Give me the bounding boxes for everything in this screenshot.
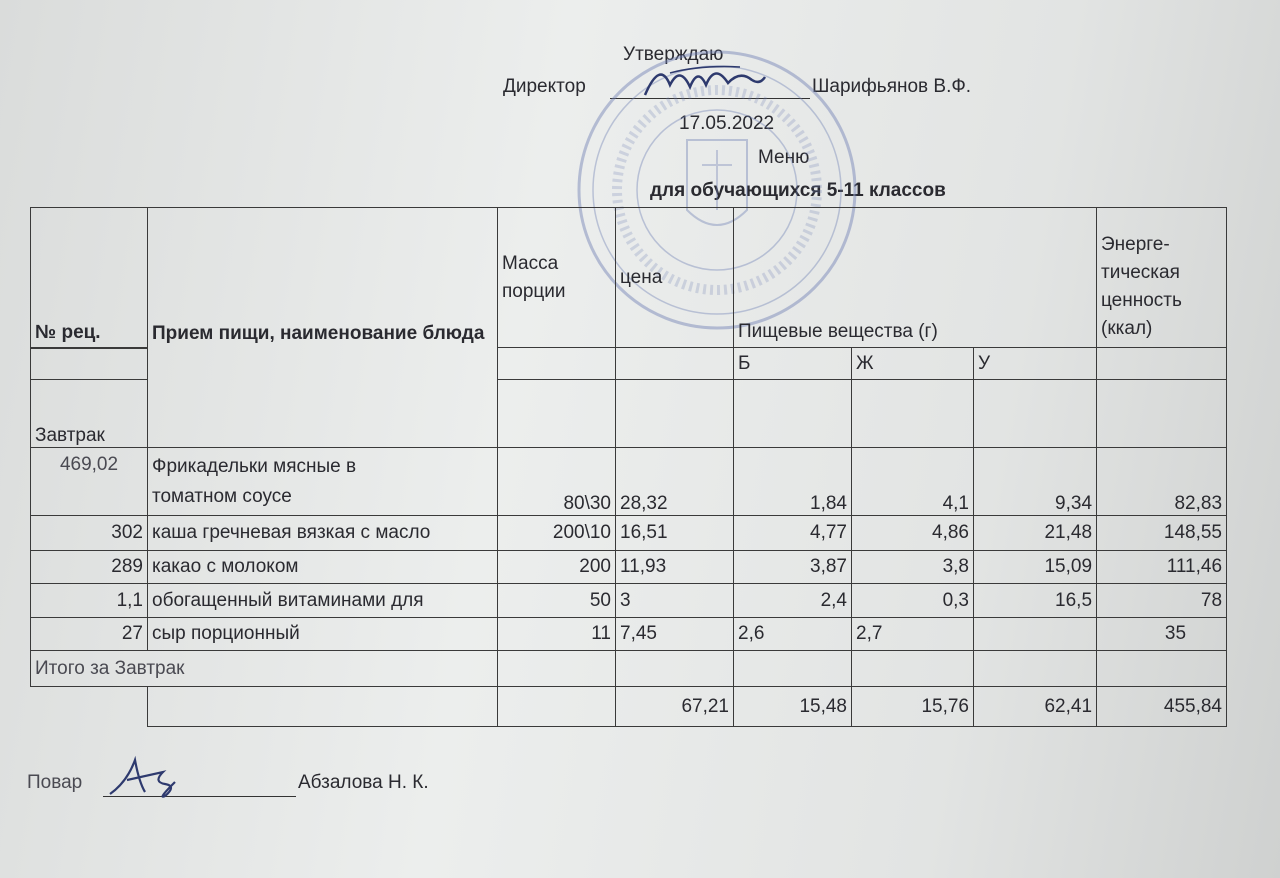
totals-empty (148, 687, 498, 727)
total-fats: 15,76 (852, 687, 974, 727)
subheader-empty (148, 348, 498, 380)
approval-date: 17.05.2022 (679, 113, 775, 134)
total-label: Итого за Завтрак (31, 651, 498, 687)
section-cell (974, 380, 1097, 448)
dish-name-line: томатном соусе (152, 485, 292, 507)
cell-dish-name: обогащенный витаминами для (148, 584, 498, 618)
subheader-empty (1097, 348, 1227, 380)
dish-name-line: Фрикадельки мясные в (152, 455, 357, 477)
header-nutrients: Пищевые вещества (г) (734, 208, 1097, 348)
total-proteins: 15,48 (734, 687, 852, 727)
cell-carbs: 16,5 (974, 584, 1097, 618)
menu-subtitle: для обучающихся 5-11 классов (650, 180, 946, 201)
totals-empty (498, 687, 616, 727)
cook-signature (105, 752, 195, 802)
table-subheader-row (31, 348, 1227, 380)
table-row (31, 551, 1227, 584)
cell-price: 3 (616, 584, 734, 618)
cell-carbs: 15,09 (974, 551, 1097, 584)
menu-table (30, 207, 1227, 727)
header-portion-mass: Масса порции (498, 208, 616, 348)
cell-price: 16,51 (616, 516, 734, 551)
cell-dish-name (148, 448, 498, 516)
cell-mass: 50 (498, 584, 616, 618)
table-header-row (31, 208, 1227, 348)
cell-recipe-number: 302 (31, 516, 148, 551)
cell-proteins: 2,4 (734, 584, 852, 618)
cell-recipe-number: 289 (31, 551, 148, 584)
section-cell (148, 380, 498, 448)
subheader-carbs: У (974, 348, 1097, 380)
subheader-empty (616, 348, 734, 380)
header-energy: Энерге-тическая ценность (ккал) (1097, 208, 1227, 348)
total-cell (852, 651, 974, 687)
section-cell (498, 380, 616, 448)
total-label-row (31, 651, 1227, 687)
total-cell (616, 651, 734, 687)
cell-dish-name: какао с молоком (148, 551, 498, 584)
table-row (31, 618, 1227, 651)
cell-mass: 11 (498, 618, 616, 651)
cell-proteins: 3,87 (734, 551, 852, 584)
table-row (31, 516, 1227, 551)
section-title: Завтрак (31, 380, 148, 448)
cell-carbs: 21,48 (974, 516, 1097, 551)
cell-kcal: 148,55 (1097, 516, 1227, 551)
cell-dish-name: сыр порционный (148, 618, 498, 651)
totals-row (31, 687, 1227, 727)
cell-fats: 3,8 (852, 551, 974, 584)
cook-name: Абзалова Н. К. (298, 772, 429, 793)
header-recipe-number: № рец. (31, 208, 148, 348)
subheader-proteins: Б (734, 348, 852, 380)
totals-empty (31, 687, 148, 727)
cell-fats: 4,1 (852, 448, 974, 516)
subheader-empty (498, 348, 616, 380)
cell-fats: 4,86 (852, 516, 974, 551)
cell-price: 11,93 (616, 551, 734, 584)
cell-recipe-number: 27 (31, 618, 148, 651)
section-cell (616, 380, 734, 448)
cell-fats: 2,7 (852, 618, 974, 651)
cell-kcal: 78 (1097, 584, 1227, 618)
section-cell (1097, 380, 1227, 448)
cell-mass: 200\10 (498, 516, 616, 551)
director-name: Шарифьянов В.Ф. (812, 76, 972, 97)
total-price: 67,21 (616, 687, 734, 727)
director-signature (640, 55, 770, 105)
cell-price: 28,32 (616, 448, 734, 516)
header-price: цена (616, 208, 734, 348)
menu-title: Меню (758, 147, 810, 168)
cell-kcal: 82,83 (1097, 448, 1227, 516)
total-cell (1097, 651, 1227, 687)
total-cell (734, 651, 852, 687)
total-cell (974, 651, 1097, 687)
header-dish-name: Прием пищи, наименование блюда (148, 208, 498, 348)
cell-kcal: 35 (1097, 618, 1227, 651)
subheader-fats: Ж (852, 348, 974, 380)
total-kcal: 455,84 (1097, 687, 1227, 727)
approve-label: Утверждаю (623, 44, 724, 65)
cell-proteins: 4,77 (734, 516, 852, 551)
cell-kcal: 111,46 (1097, 551, 1227, 584)
section-row (31, 380, 1227, 448)
cell-proteins: 2,6 (734, 618, 852, 651)
total-cell (498, 651, 616, 687)
cell-mass: 200 (498, 551, 616, 584)
table-row (31, 584, 1227, 618)
table-row (31, 448, 1227, 516)
cell-dish-name: каша гречневая вязкая с масло (148, 516, 498, 551)
cell-fats: 0,3 (852, 584, 974, 618)
cell-proteins: 1,84 (734, 448, 852, 516)
subheader-empty (31, 348, 148, 380)
section-cell (852, 380, 974, 448)
section-cell (734, 380, 852, 448)
total-carbs: 62,41 (974, 687, 1097, 727)
cell-carbs (974, 618, 1097, 651)
cell-mass: 80\30 (498, 448, 616, 516)
director-label: Директор (503, 76, 586, 97)
cook-label: Повар (27, 772, 83, 793)
cell-carbs: 9,34 (974, 448, 1097, 516)
cell-price: 7,45 (616, 618, 734, 651)
cell-recipe-number: 1,1 (31, 584, 148, 618)
cell-recipe-number: 469,02 (31, 448, 148, 516)
